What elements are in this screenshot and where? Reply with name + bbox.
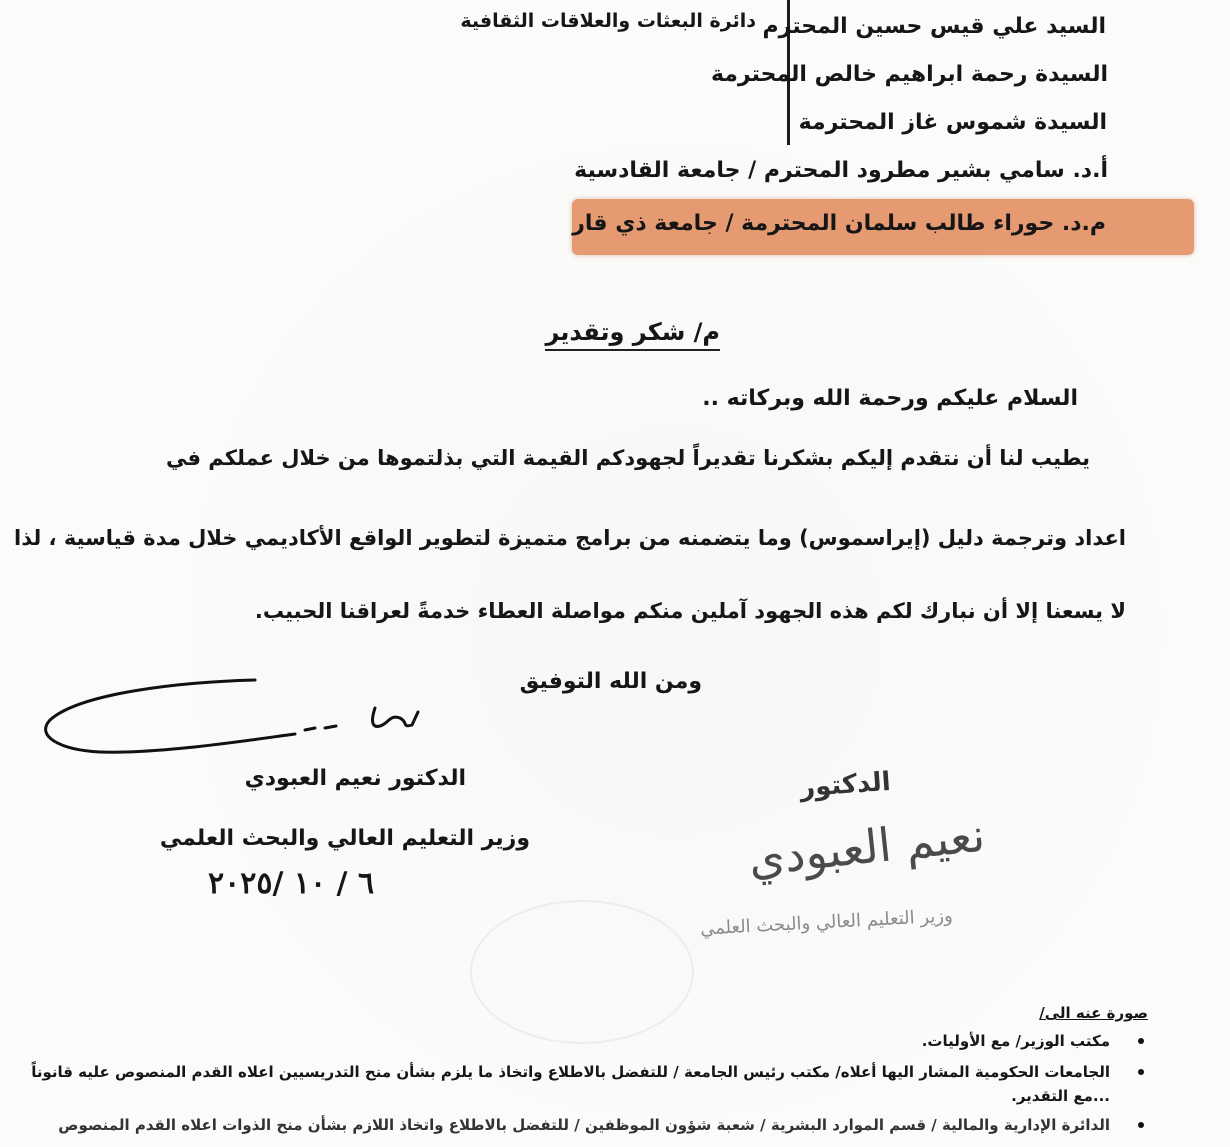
greeting: السلام عليكم ورحمة الله وبركاته .. <box>702 386 1078 411</box>
recipient-2: السيدة رحمة ابراهيم خالص المحترمة <box>710 62 1108 87</box>
faint-seal-mark <box>470 900 694 1044</box>
letter-date: ٦ / ١٠ /٢٠٢٥ <box>208 866 375 901</box>
bullet-icon <box>1138 1122 1144 1128</box>
cc-list <box>10 1030 1150 1137</box>
stamp-label: الدكتور <box>799 766 892 804</box>
cc-item-text: الجامعات الحكومية المشار اليها أعلاه/ مكتب رئيس الجامعة / للتفضل بالاطلاع واتخاذ ما يلزم بشأن منح التدريسيين اعلاه القدم المنصوص عليه قانوناً ...مع التقدير. <box>31 1063 1110 1105</box>
body-line-2: اعداد وترجمة دليل (إيراسموس) وما يتضمنه من برامج متميزة لتطوير الواقع الأكاديمي خلال مدة قياسية ، لذا <box>14 526 1126 550</box>
cc-item-text: مكتب الوزير/ مع الأوليات. <box>921 1032 1110 1050</box>
recipient-4: أ.د. سامي بشير مطرود المحترم / جامعة القادسية <box>574 158 1108 183</box>
letter-subject: م/ شكر وتقدير <box>545 318 720 351</box>
bullet-icon <box>1138 1038 1144 1044</box>
cc-item <box>10 1114 1150 1137</box>
department-name: دائرة البعثات والعلاقات الثقافية <box>460 10 756 32</box>
cc-item <box>10 1030 1150 1053</box>
stamp-subtitle: وزير التعليم العالي والبحث العلمي <box>699 905 954 940</box>
recipient-1: السيد علي قيس حسين المحترم <box>762 14 1106 39</box>
closing-phrase: ومن الله التوفيق <box>519 669 702 694</box>
cc-item <box>10 1061 1150 1108</box>
signatory-name: الدكتور نعيم العبودي <box>244 766 466 791</box>
body-line-3: لا يسعنا إلا أن نبارك لكم هذه الجهود آملين منكم مواصلة العطاء خدمةً لعراقنا الحبيب. <box>254 599 1126 623</box>
body-line-1: يطيب لنا أن نتقدم إليكم بشكرنا تقديراً لجهودكم القيمة التي بذلتموها من خلال عملكم في <box>166 446 1090 470</box>
recipient-3: السيدة شموس غاز المحترمة <box>798 110 1107 135</box>
cc-item-text: الدائرة الإدارية والمالية / قسم الموارد البشرية / شعبة شؤون الموظفين / للتفضل بالاطلاع واتخاذ اللازم بشأن منح الذوات اعلاه القدم المنصوص <box>58 1115 1110 1134</box>
handwritten-signature <box>40 668 440 763</box>
cc-heading: صورة عنه الى/ <box>1039 1004 1148 1022</box>
bullet-icon <box>1138 1069 1144 1075</box>
stamp-name: نعيم العبودي <box>745 807 988 887</box>
recipient-5: م.د. حوراء طالب سلمان المحترمة / جامعة ذي قار <box>572 211 1106 236</box>
signatory-role: وزير التعليم العالي والبحث العلمي <box>159 826 530 851</box>
